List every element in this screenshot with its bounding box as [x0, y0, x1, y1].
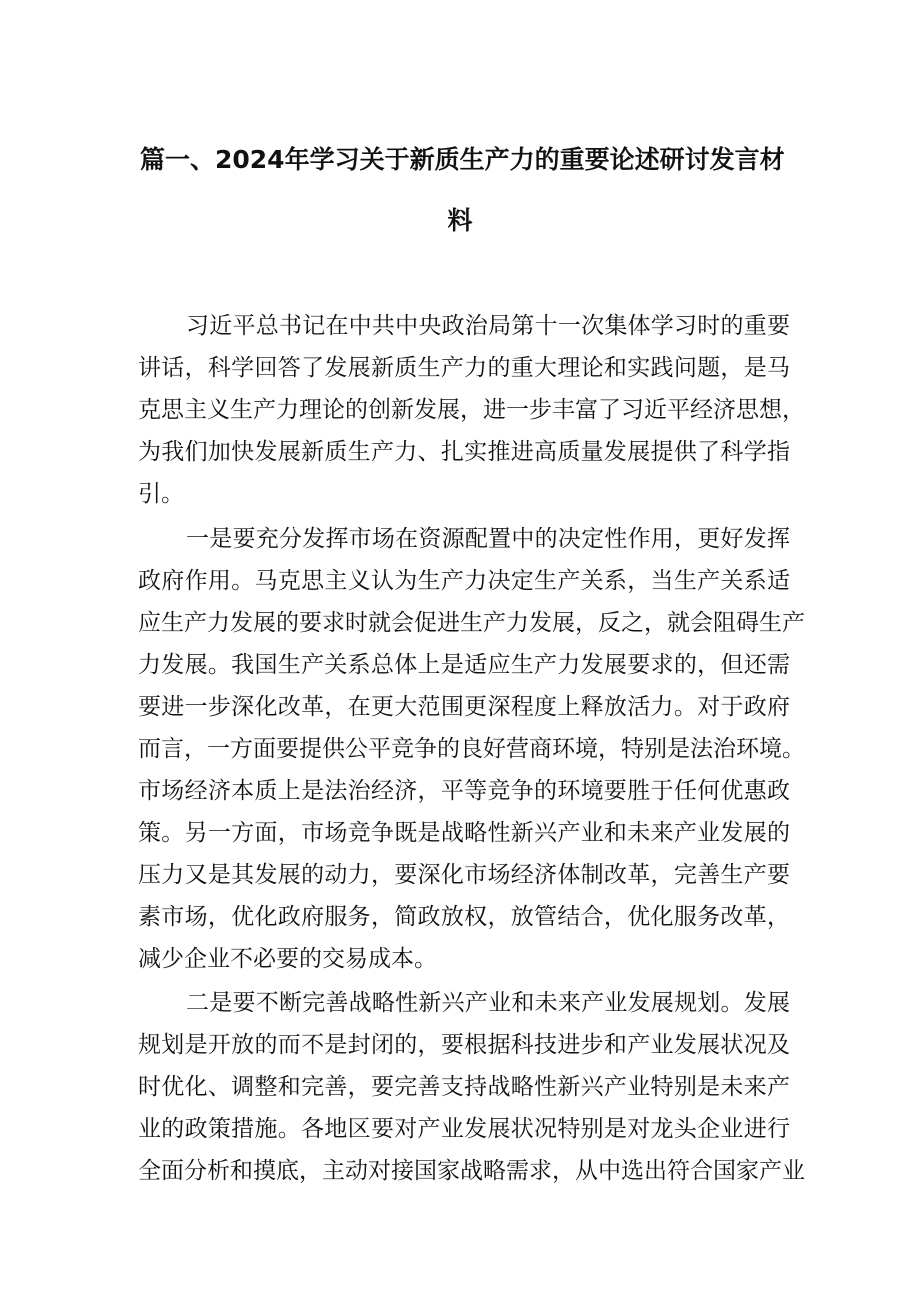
paragraph-2-line-4: 力发展。我国生产关系总体上是适应生产力发展要求的，但还需: [138, 652, 790, 678]
paragraph-3-line-2: 规划是开放的而不是封闭的，要根据科技进步和产业发展状况及: [138, 1032, 790, 1058]
paragraph-1-line-2: 讲话，科学回答了发展新质生产力的重大理论和实践问题，是马: [138, 355, 790, 381]
document-title-line-1: 篇一、2024年学习关于新质生产力的重要论述研讨发言材: [140, 145, 785, 174]
paragraph-1-line-5: 引。: [138, 481, 184, 507]
paragraph-3-line-4: 业的政策措施。各地区要对产业发展状况特别是对龙头企业进行: [138, 1116, 790, 1142]
paragraph-1-line-3: 克思主义生产力理论的创新发展，进一步丰富了习近平经济思想，: [138, 397, 805, 423]
paragraph-2-line-1: 一是要充分发挥市场在资源配置中的决定性作用，更好发挥: [186, 526, 790, 552]
paragraph-3-line-1: 二是要不断完善战略性新兴产业和未来产业发展规划。发展: [186, 990, 790, 1016]
paragraph-2-line-8: 策。另一方面，市场竞争既是战略性新兴产业和未来产业发展的: [138, 820, 790, 846]
paragraph-2-line-5: 要进一步深化改革，在更大范围更深程度上释放活力。对于政府: [138, 694, 790, 720]
paragraph-2-line-7: 市场经济本质上是法治经济，平等竞争的环境要胜于任何优惠政: [138, 778, 790, 804]
paragraph-1-line-1: 习近平总书记在中共中央政治局第十一次集体学习时的重要: [186, 313, 790, 339]
paragraph-2-line-2: 政府作用。马克思主义认为生产力决定生产关系，当生产关系适: [138, 568, 790, 594]
paragraph-2-line-9: 压力又是其发展的动力，要深化市场经济体制改革，完善生产要: [138, 862, 790, 888]
paragraph-2-line-10: 素市场，优化政府服务，简政放权，放管结合，优化服务改革，: [138, 904, 790, 930]
paragraph-2-line-6: 而言，一方面要提供公平竞争的良好营商环境，特别是法治环境。: [138, 736, 805, 762]
paragraph-2-line-3: 应生产力发展的要求时就会促进生产力发展，反之，就会阻碍生产: [138, 610, 805, 636]
paragraph-3-line-5: 全面分析和摸底，主动对接国家战略需求，从中选出符合国家产业: [138, 1158, 805, 1184]
paragraph-3-line-3: 时优化、调整和完善，要完善支持战略性新兴产业特别是未来产: [138, 1074, 790, 1100]
paragraph-1-line-4: 为我们加快发展新质生产力、扎实推进高质量发展提供了科学指: [138, 439, 790, 465]
paragraph-2-line-11: 减少企业不必要的交易成本。: [138, 946, 437, 972]
document-title-line-2: 料: [447, 206, 473, 235]
